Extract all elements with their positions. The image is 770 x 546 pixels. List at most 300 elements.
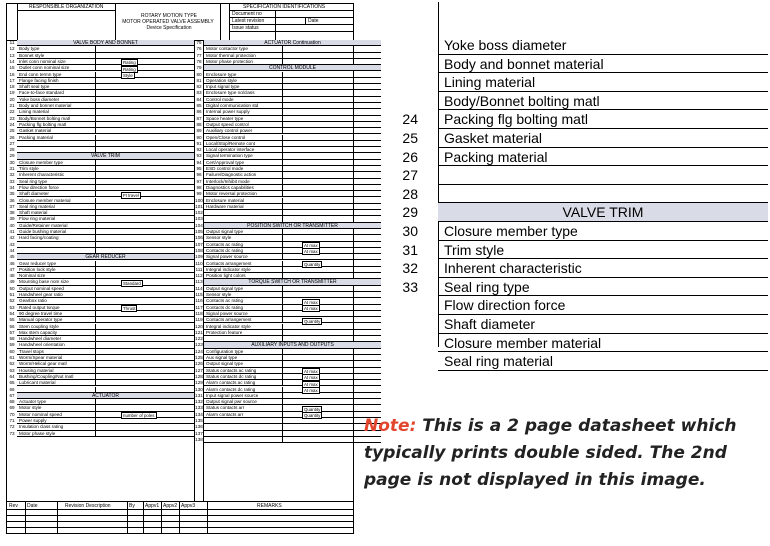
revision-header-cell: Appv2 xyxy=(163,502,178,509)
spec-row-label: Status contacts dc rating xyxy=(206,373,257,379)
row-number: 30 xyxy=(9,159,15,165)
row-number: 64 xyxy=(9,373,15,379)
title-line-3: Device Specification xyxy=(146,25,192,31)
spec-row-label: Auxiliary control power xyxy=(206,128,253,134)
row-number: 63 xyxy=(9,367,15,373)
row-number: 96 xyxy=(196,172,202,178)
row-number: 45 xyxy=(9,254,15,260)
row-number: 21 xyxy=(9,103,15,108)
row-number: 113 xyxy=(195,279,203,285)
row-number: 137 xyxy=(195,430,203,436)
spec-row-label: Integral indicator style xyxy=(206,266,251,272)
spec-row-label: Diagnostics capabilities xyxy=(206,184,254,190)
zoom-row-label: Seal ring material xyxy=(444,353,553,370)
revision-header-cell: REMARKS xyxy=(257,502,282,509)
spec-row-label: Status contacts ac rating xyxy=(206,367,257,373)
zoom-row xyxy=(438,278,768,297)
option-box: At max xyxy=(304,381,318,387)
row-number: 125 xyxy=(195,355,203,360)
spec-row-label: Protection feature xyxy=(206,329,243,335)
spec-row-label: Guide bushing material xyxy=(19,229,67,234)
spec-row-label: Sensor style xyxy=(206,235,232,241)
row-number: 136 xyxy=(195,424,203,430)
row-number: 43 xyxy=(9,241,15,247)
spec-row-label: Seal ring type xyxy=(19,178,48,184)
row-number: 23 xyxy=(9,115,15,121)
zoom-row-number: 32 xyxy=(402,260,418,277)
option-box: Ft travel xyxy=(123,192,139,198)
spec-row-label: Hardware material xyxy=(206,203,244,209)
zoom-row-label: Closure member type xyxy=(444,223,578,239)
spec-row-label: Open/Close control xyxy=(206,134,246,140)
revision-header-cell: Appv3 xyxy=(181,502,196,509)
option-box: Standard xyxy=(123,280,141,286)
row-number: 127 xyxy=(195,367,203,373)
row-number: 91 xyxy=(196,140,202,146)
zoom-row-number: 28 xyxy=(402,185,418,202)
spec-row-label: Bonnet style xyxy=(19,52,45,58)
spec-row-label: Shaft diameter xyxy=(19,191,49,197)
spec-row-label: Gearbox ratio xyxy=(19,298,47,304)
row-number: 32 xyxy=(9,172,15,178)
spec-row-label: Face-to-face standard xyxy=(19,90,64,96)
option-box: Rating xyxy=(123,66,136,72)
spec-row-label: Output signal type xyxy=(206,229,244,234)
row-number: 35 xyxy=(9,191,15,197)
row-number: 124 xyxy=(195,348,203,354)
spec-row-label: Signal termination type xyxy=(206,153,253,159)
option-box: At max xyxy=(304,299,318,305)
row-number: 138 xyxy=(195,436,203,442)
zoom-row xyxy=(438,36,768,55)
row-number: 42 xyxy=(9,235,15,241)
row-number: 106 xyxy=(195,235,203,241)
spec-row-label: Max stem capacity xyxy=(19,329,58,335)
row-number: 95 xyxy=(196,166,202,171)
row-number: 70 xyxy=(9,411,15,417)
row-number: 49 xyxy=(9,279,15,285)
zoom-row-number: 27 xyxy=(402,167,418,184)
section-heading: POSITION SWITCH OR TRANSMITTER xyxy=(204,223,381,229)
spec-row-label: Failure/Diagnostic action xyxy=(206,172,257,178)
datasheet-header xyxy=(7,4,353,41)
zoom-row-number: 26 xyxy=(402,148,418,165)
row-number: 120 xyxy=(195,323,203,329)
spec-row-label: Input signal type xyxy=(206,84,240,90)
row-number: 97 xyxy=(196,178,202,184)
section-heading: TORQUE SWITCH OR TRANSMITTER xyxy=(204,279,381,285)
spec-row-label: Integral indicator style xyxy=(206,323,251,329)
zoom-row-label: Shaft diameter xyxy=(444,316,536,332)
row-number: 88 xyxy=(196,121,202,127)
spec-row-label: Nominal size xyxy=(19,273,46,279)
issue-status-label: Issue status xyxy=(232,25,259,31)
row-number: 135 xyxy=(195,418,203,423)
row-number: 132 xyxy=(195,399,203,405)
note-body: This is a 2 page datasheet which typically prints double sided. The 2nd page is not displayed in this image. xyxy=(364,416,737,490)
row-number: 105 xyxy=(195,229,203,234)
row-number: 87 xyxy=(196,115,202,121)
spec-row-label: 90 degree travel time xyxy=(19,310,63,316)
spec-row-label: Body/Bonnet bolting matl xyxy=(19,115,71,121)
row-number: 25 xyxy=(9,128,15,134)
row-number: 86 xyxy=(196,109,202,115)
spec-row-label: Outlet conn nominal size xyxy=(19,65,70,71)
revision-header-cell: Appv1 xyxy=(145,502,160,509)
spec-row-label: Output signal type xyxy=(206,285,244,291)
section-heading: VALVE BODY AND BONNET xyxy=(17,40,194,46)
latest-revision-label: Latest revision xyxy=(232,18,265,24)
spec-row-label: ESD control mode xyxy=(206,166,244,171)
spec-row-label: Motor nominal speed xyxy=(19,411,62,417)
option-box: At max xyxy=(304,387,318,393)
spec-row-label: Worm/Helical gear matl xyxy=(19,361,67,367)
option-box: Quantity xyxy=(304,413,321,419)
spec-row-label: Seal ring material xyxy=(19,203,55,209)
spec-row-label: Insulation class rating xyxy=(19,424,64,430)
spec-row-label: Actuator type xyxy=(19,399,47,405)
spec-row-label: Inherent characteristic xyxy=(19,172,65,178)
row-number: 46 xyxy=(9,260,15,266)
option-box: number of poles xyxy=(123,413,155,419)
row-number: 14 xyxy=(9,58,15,64)
row-number: 71 xyxy=(9,418,15,423)
spec-row-label: Gear reducer type xyxy=(19,260,57,266)
spec-row[interactable] xyxy=(17,431,194,437)
spec-row-label: Hard facing/coating xyxy=(19,235,59,241)
row-number: 52 xyxy=(9,298,15,304)
zoom-row xyxy=(438,352,768,371)
row-number: 76 xyxy=(196,46,202,52)
spec-row-label: Space heater type xyxy=(206,115,244,121)
row-number: 33 xyxy=(9,178,15,184)
row-number: 37 xyxy=(9,203,15,209)
row-number: 57 xyxy=(9,329,15,335)
spec-row-label: Motor style xyxy=(19,405,42,411)
revision-table-header xyxy=(7,502,353,510)
row-number: 69 xyxy=(9,405,15,411)
row-number: 55 xyxy=(9,317,15,323)
zoom-row xyxy=(438,148,768,167)
row-number: 54 xyxy=(9,310,15,316)
spec-row-label: Handwheel orientation xyxy=(19,342,65,348)
row-number: 38 xyxy=(9,210,15,216)
zoom-row-label: Lining material xyxy=(444,74,536,91)
row-number: 121 xyxy=(195,329,203,335)
zoom-row-label: Packing flg bolting matl xyxy=(444,111,588,128)
spec-row-label: Body and bonnet material xyxy=(19,103,72,108)
row-number: 60 xyxy=(9,348,15,354)
row-number: 11 xyxy=(9,40,15,45)
spec-row-label: Output signal type xyxy=(206,361,244,367)
spec-row-label: Motor contactor type xyxy=(206,46,248,52)
row-number: 28 xyxy=(9,147,15,153)
row-number: 36 xyxy=(9,197,15,203)
row-number: 81 xyxy=(196,77,202,83)
spec-row-label: Contacts ac rating xyxy=(206,241,244,247)
row-number: 50 xyxy=(9,285,15,291)
spec-row-label: Closure member material xyxy=(19,197,71,203)
note-text xyxy=(364,413,764,494)
spec-row-label: Alarm contacts ac rating xyxy=(206,380,256,386)
zoom-row xyxy=(438,259,768,278)
row-number: 99 xyxy=(196,191,202,197)
spec-row-label: End conn termn type xyxy=(19,71,62,77)
row-number: 65 xyxy=(9,380,15,386)
row-number: 101 xyxy=(195,203,203,209)
row-number: 40 xyxy=(9,222,15,228)
row-number: 15 xyxy=(9,65,15,71)
spec-row-label: Aux signal type xyxy=(206,355,238,360)
zoom-row-label: Packing material xyxy=(444,148,548,165)
row-number: 109 xyxy=(195,254,203,260)
row-number: 114 xyxy=(195,285,203,291)
option-box: At max xyxy=(304,368,318,374)
row-number: 102 xyxy=(195,210,203,216)
row-number: 53 xyxy=(9,304,15,310)
zoom-row-number: 31 xyxy=(402,241,418,258)
spec-row-label: Signal power source xyxy=(206,310,248,316)
spec-row-label: Motor phase style xyxy=(19,430,56,436)
spec-row-label: Signal power source xyxy=(206,254,248,260)
row-number: 130 xyxy=(195,386,203,392)
zoom-row-number: 30 xyxy=(402,223,418,239)
spec-row-label: Lubricant material xyxy=(19,380,56,386)
spec-row-label: Output signal pwr source xyxy=(206,399,257,405)
spec-row-label: Configuration type xyxy=(206,348,244,354)
spec-ident-label: SPECIFICATION IDENTIFICATIONS xyxy=(243,4,326,10)
zoom-row-label: Yoke boss diameter xyxy=(444,37,567,53)
zoom-row-label: Gasket material xyxy=(444,130,543,146)
row-number: 93 xyxy=(196,153,202,159)
row-number: 29 xyxy=(9,153,15,159)
zoom-row-label: Body and bonnet material xyxy=(444,55,604,72)
row-number: 90 xyxy=(196,134,202,140)
title-line-2: MOTOR OPERATED VALVE ASSEMBLY xyxy=(122,19,214,25)
spec-row-label: Lining material xyxy=(19,109,49,115)
row-number: 119 xyxy=(195,317,203,323)
option-box: At max xyxy=(304,305,318,311)
zoom-row xyxy=(438,166,768,185)
row-number: 134 xyxy=(195,411,203,417)
spec-row-label: Shaft material xyxy=(19,210,48,216)
row-number: 13 xyxy=(9,52,15,58)
zoom-row-number: 29 xyxy=(402,204,418,221)
zoom-row xyxy=(438,92,768,111)
spec-row-label: Internal power supply xyxy=(206,109,250,115)
row-number: 19 xyxy=(9,90,15,96)
row-number: 92 xyxy=(196,147,202,153)
spec-row-label: Flow ring material xyxy=(19,216,56,222)
row-number: 85 xyxy=(196,103,202,108)
spec-row-label: Rated output torque xyxy=(19,304,60,310)
row-number: 122 xyxy=(195,336,203,342)
zoom-row-number: 24 xyxy=(402,111,418,128)
spec-row-label: Contacts arrangement xyxy=(206,317,252,323)
zoom-section-heading: VALVE TRIM xyxy=(438,203,768,222)
row-number: 129 xyxy=(195,380,203,386)
row-number: 59 xyxy=(9,342,15,348)
spec-row-label: Motor thermal protection xyxy=(206,52,256,58)
zoom-row xyxy=(438,334,768,353)
revision-header-cell: Rev xyxy=(9,502,18,509)
zoom-row xyxy=(438,315,768,334)
revision-header-cell: By xyxy=(129,502,135,509)
row-number: 58 xyxy=(9,336,15,342)
row-number: 117 xyxy=(195,304,203,310)
option-box: Quantity xyxy=(304,261,321,267)
revision-header-cell: Revision Description xyxy=(65,502,111,509)
spec-row-label: Output speed control xyxy=(206,121,249,127)
section-heading: ACTUATOR xyxy=(17,393,194,399)
row-number: 112 xyxy=(195,273,203,279)
spec-row-label: Contacts dc rating xyxy=(206,247,244,253)
row-number: 41 xyxy=(9,229,15,234)
spec-row-label: Inlet conn nominal size xyxy=(19,58,66,64)
row-number: 17 xyxy=(9,77,15,83)
spec-row-label: Cert/Approval type xyxy=(206,159,245,165)
spec-row-label: Manual operator type xyxy=(19,317,63,323)
spec-row-label: Power supply xyxy=(19,418,47,423)
spec-row-label: Local operator interface xyxy=(206,147,255,153)
row-number: 111 xyxy=(195,266,203,272)
zoom-row-label: Trim style xyxy=(444,241,505,258)
spec-row-label: Digital communication std xyxy=(206,103,259,108)
row-number: 22 xyxy=(9,109,15,115)
spec-row-label: Travel stops xyxy=(19,348,44,354)
revision-table xyxy=(7,501,353,534)
zoom-row-number: 25 xyxy=(402,130,418,146)
zoom-row xyxy=(438,241,768,260)
row-number: 80 xyxy=(196,71,202,77)
spec-row-label: Trim style xyxy=(19,166,39,171)
spec-row-label: Alarm contacts arr xyxy=(206,411,244,417)
row-number: 31 xyxy=(9,166,15,171)
spec-row-label: Interlock/Inhibit mode xyxy=(206,178,250,184)
section-heading: AUXILIARY INPUTS AND OUTPUTS xyxy=(204,342,381,348)
option-box: At max xyxy=(304,375,318,381)
row-number: 61 xyxy=(9,355,15,360)
zoom-row xyxy=(438,110,768,129)
row-number: 48 xyxy=(9,273,15,279)
row-number: 18 xyxy=(9,84,15,90)
section-heading: ACTUATOR Continuation xyxy=(204,40,381,46)
option-box: Quantity xyxy=(304,318,321,324)
spec-row-label: Body type xyxy=(19,46,40,52)
option-box: Quantity xyxy=(304,406,321,412)
row-number: 126 xyxy=(195,361,203,367)
option-box: Rating xyxy=(123,60,136,66)
spec-row-label: Stem coupling style xyxy=(19,323,59,329)
zoom-row-number: 33 xyxy=(402,278,418,295)
document-no-label: Document no xyxy=(232,11,262,17)
spec-row-label: Guide/Retainer material xyxy=(19,222,68,228)
row-number: 73 xyxy=(9,430,15,436)
spec-row-label: Bushing/Coupling/Nut matl xyxy=(19,373,74,379)
revision-header-cell: Date xyxy=(27,502,38,509)
row-number: 98 xyxy=(196,184,202,190)
row-number: 20 xyxy=(9,96,15,102)
option-box: Style xyxy=(123,72,133,78)
row-number: 47 xyxy=(9,266,15,272)
spec-row-label: Contacts arrangement xyxy=(206,260,252,266)
zoom-row-label: Inherent characteristic xyxy=(444,260,582,277)
row-number: 77 xyxy=(196,52,202,58)
row-number: 56 xyxy=(9,323,15,329)
row-number: 123 xyxy=(195,342,203,348)
row-number: 16 xyxy=(9,71,15,77)
spec-row-label: Position lock style xyxy=(19,266,56,272)
spec-row-label: Enclosure type no/class xyxy=(206,90,255,96)
spec-row-label: Contacts dc rating xyxy=(206,304,244,310)
option-box: Thrust xyxy=(123,305,136,311)
row-number: 131 xyxy=(195,392,203,398)
row-number: 133 xyxy=(195,405,203,411)
spec-row-label: Contacts ac rating xyxy=(206,298,244,304)
zoom-magnifier xyxy=(386,2,768,370)
section-heading: CONTROL MODULE xyxy=(204,65,381,71)
row-number: 104 xyxy=(195,222,203,228)
row-number: 79 xyxy=(196,65,202,71)
spec-row-label: Handwheel gear ratio xyxy=(19,292,63,297)
row-number: 108 xyxy=(195,247,203,253)
row-number: 34 xyxy=(9,184,15,190)
row-number: 62 xyxy=(9,361,15,367)
row-number: 103 xyxy=(195,216,203,222)
spec-row-label: Alarm contacts dc rating xyxy=(206,386,256,392)
row-number: 82 xyxy=(196,84,202,90)
zoom-row xyxy=(438,129,768,148)
spec-row-label: Shaft seal type xyxy=(19,84,50,90)
row-number: 115 xyxy=(195,292,203,297)
section-heading: GEAR REDUCER xyxy=(17,254,194,260)
row-number: 66 xyxy=(9,386,15,392)
row-number: 67 xyxy=(9,392,15,398)
spec-row-label: Closure member type xyxy=(19,159,63,165)
row-number: 94 xyxy=(196,159,202,165)
spec-row-label: Sensor style xyxy=(206,292,232,297)
section-heading: VALVE TRIM xyxy=(17,153,194,159)
spec-row[interactable] xyxy=(204,437,381,443)
row-number: 107 xyxy=(195,241,203,247)
spec-row-label: Packing material xyxy=(19,134,53,140)
zoom-row-label: Seal ring type xyxy=(444,278,530,295)
row-number: 116 xyxy=(195,298,203,304)
option-box: At max xyxy=(304,242,318,248)
row-number: 118 xyxy=(195,310,203,316)
spec-row-label: Position light colors xyxy=(206,273,246,279)
zoom-row xyxy=(438,55,768,74)
spec-row-label: Output nominal speed xyxy=(19,285,64,291)
spec-row-label: Operation style xyxy=(206,77,237,83)
spec-row-label: Gasket material xyxy=(19,128,52,134)
row-number: 128 xyxy=(195,373,203,379)
row-number: 68 xyxy=(9,399,15,405)
row-number: 44 xyxy=(9,247,15,253)
row-number: 72 xyxy=(9,424,15,430)
spec-row-label: Status contacts arr xyxy=(206,405,245,411)
spec-row-label: Motor phase protection xyxy=(206,58,253,64)
row-number: 24 xyxy=(9,121,15,127)
spec-row-label: Enclosure type xyxy=(206,71,237,77)
spec-row-label: Worm/Spear material xyxy=(19,355,63,360)
row-number: 26 xyxy=(9,134,15,140)
spec-row-label: Flange facing finish xyxy=(19,77,59,83)
row-number: 51 xyxy=(9,292,15,297)
spec-row-label: Flow direction force xyxy=(19,184,59,190)
spec-row-label: Packing flg bolting matl xyxy=(19,121,67,127)
row-number: 110 xyxy=(195,260,203,266)
